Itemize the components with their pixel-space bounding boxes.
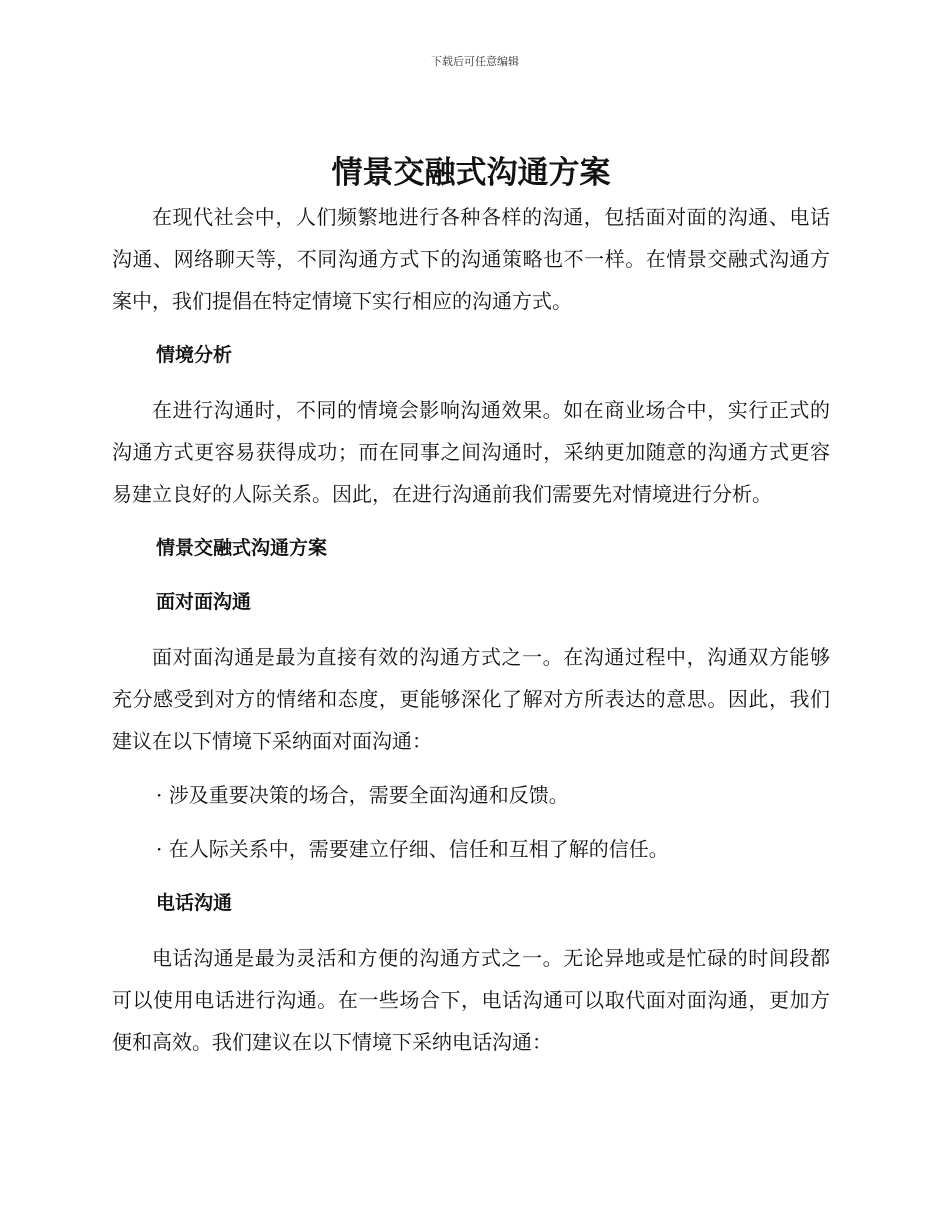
spacer (112, 569, 830, 581)
spacer (112, 870, 830, 882)
spacer (112, 322, 830, 334)
spacer (112, 376, 830, 389)
face-to-face-paragraph: 面对面沟通是最为直接有效的沟通方式之一。在沟通过程中，沟通双方能够充分感受到对方的情绪和态度，更能够深化了解对方所表达的意思。因此，我们建议在以下情境下采纳面对面沟通： (112, 645, 830, 753)
spacer (112, 623, 830, 636)
heading-situation-analysis: 情境分析 (156, 344, 233, 366)
heading-scheme: 情景交融式沟通方案 (156, 537, 328, 559)
spacer (112, 816, 830, 828)
face-to-face-bullet-1: · 涉及重要决策的场合，需要全面沟通和反馈。 (156, 783, 569, 807)
heading-face-to-face: 面对面沟通 (156, 591, 252, 613)
document-content (112, 150, 830, 1063)
spacer (112, 762, 830, 774)
spacer (112, 515, 830, 527)
intro-paragraph: 在现代社会中，人们频繁地进行各种各样的沟通，包括面对面的沟通、电话沟通、网络聊天等，不同沟通方式下的沟通策略也不一样。在情景交融式沟通方案中，我们提倡在特定情境下实行相应的沟通方式。 (112, 205, 830, 313)
spacer (112, 924, 830, 937)
header-note: 下载后可任意编辑 (431, 55, 519, 68)
situation-analysis-paragraph: 在进行沟通时，不同的情境会影响沟通效果。如在商业场合中，实行正式的沟通方式更容易获得成功；而在同事之间沟通时，采纳更加随意的沟通方式更容易建立良好的人际关系。因此，在进行沟通前我们需要先对情境进行分析。 (112, 398, 830, 506)
document-title: 情景交融式沟通方案 (331, 155, 611, 191)
face-to-face-bullet-2: · 在人际关系中，需要建立仔细、信任和互相了解的信任。 (156, 837, 669, 861)
phone-paragraph: 电话沟通是最为灵活和方便的沟通方式之一。无论异地或是忙碌的时间段都可以使用电话进行沟通。在一些场合下，电话沟通可以取代面对面沟通，更加方便和高效。我们建议在以下情境下采纳电话沟通： (112, 946, 830, 1054)
heading-phone: 电话沟通 (156, 892, 233, 914)
